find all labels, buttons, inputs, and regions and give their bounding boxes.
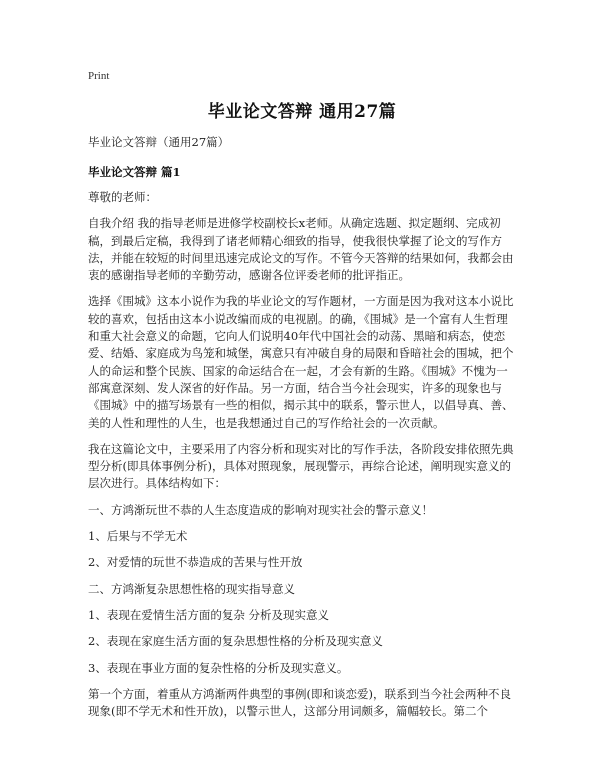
salutation: 尊敬的老师： [88, 190, 157, 204]
document-body [88, 189, 516, 729]
outline-item-1: 一、方鸿渐玩世不恭的人生态度造成的影响对现实社会的警示意义！ [88, 502, 433, 517]
outline-item-2-2: 2、表现在家庭生活方面的复杂思想性格的分析及现实意义 [88, 634, 383, 649]
document-subtitle: 毕业论文答辩（通用27篇） [88, 135, 230, 149]
paragraph-method: 我在这篇论文中，主要采用了内容分析和现实对比的写作手法，各阶段安排依照先典型分析(即具体事例分析)，具体对照现象，展现警示，再综合论述，阐明现实意义的层次进行。具体结构如下： [88, 441, 514, 491]
outline-item-2-3: 3、表现在事业方面的复杂性格的分析及现实意义。 [88, 660, 349, 675]
outline-item-1-2: 2、对爱情的玩世不恭造成的苦果与性开放 [88, 555, 303, 570]
section-heading: 毕业论文答辩 篇1 [88, 165, 181, 179]
outline-item-1-1: 1、后果与不学无术 [88, 529, 188, 544]
document-title: 毕业论文答辩 通用27篇 [207, 102, 397, 122]
paragraph-topic-choice: 选择《围城》这本小说作为我的毕业论文的写作题材，一方面是因为我对这本小说比较的喜欢，包括由这本小说改编而成的电视剧。的确，《围城》是一个富有人生哲理和重大社会意义的命题，它向人们说明40年代中国社会的动荡、黑暗和病态，使恋爱、结婚、家庭成为鸟笼和城堡，寓意只有冲破自身的局限和昏暗社会的围城，把个人的命运和整个民族、国家的命运结合在一起，才会有新的生路。《围城》不愧为一部寓意深刻、发人深省的好作品。另一方面，结合当今社会现实，许多的现象也与《围城》中的描写场景有一些的相似，揭示其中的联系，警示世人，以倡导真、善、美的人性和理性的人生，也是我想通过自己的写作给社会的一次贡献。 [88, 294, 514, 430]
outline-item-2-1: 1、表现在爱情生活方面的复杂 分析及现实意义 [88, 607, 329, 622]
print-link[interactable]: Print [88, 70, 110, 82]
paragraph-introduction: 自我介绍 我的指导老师是进修学校副校长x老师。从确定选题、拟定题纲、完成初稿，到最后定稿，我得到了诸老师精心细致的指导，使我很快掌握了论文的写作方法，并能在较短的时间里迅速完成论文的写作。不管今天答辩的结果如何，我都会由衷的感谢指导老师的辛勤劳动，感谢各位评委老师的批评指正。 [88, 216, 514, 283]
paragraph-first-aspect: 第一个方面，着重从方鸿渐两件典型的事例(即和谈恋爱)，联系到当今社会两种不良现象(即不学无术和性开放)，以警示世人，这部分用词颇多，篇幅较长。第二个 [88, 686, 511, 719]
outline-item-2: 二、方鸿渐复杂思想性格的现实指导意义 [88, 581, 295, 596]
